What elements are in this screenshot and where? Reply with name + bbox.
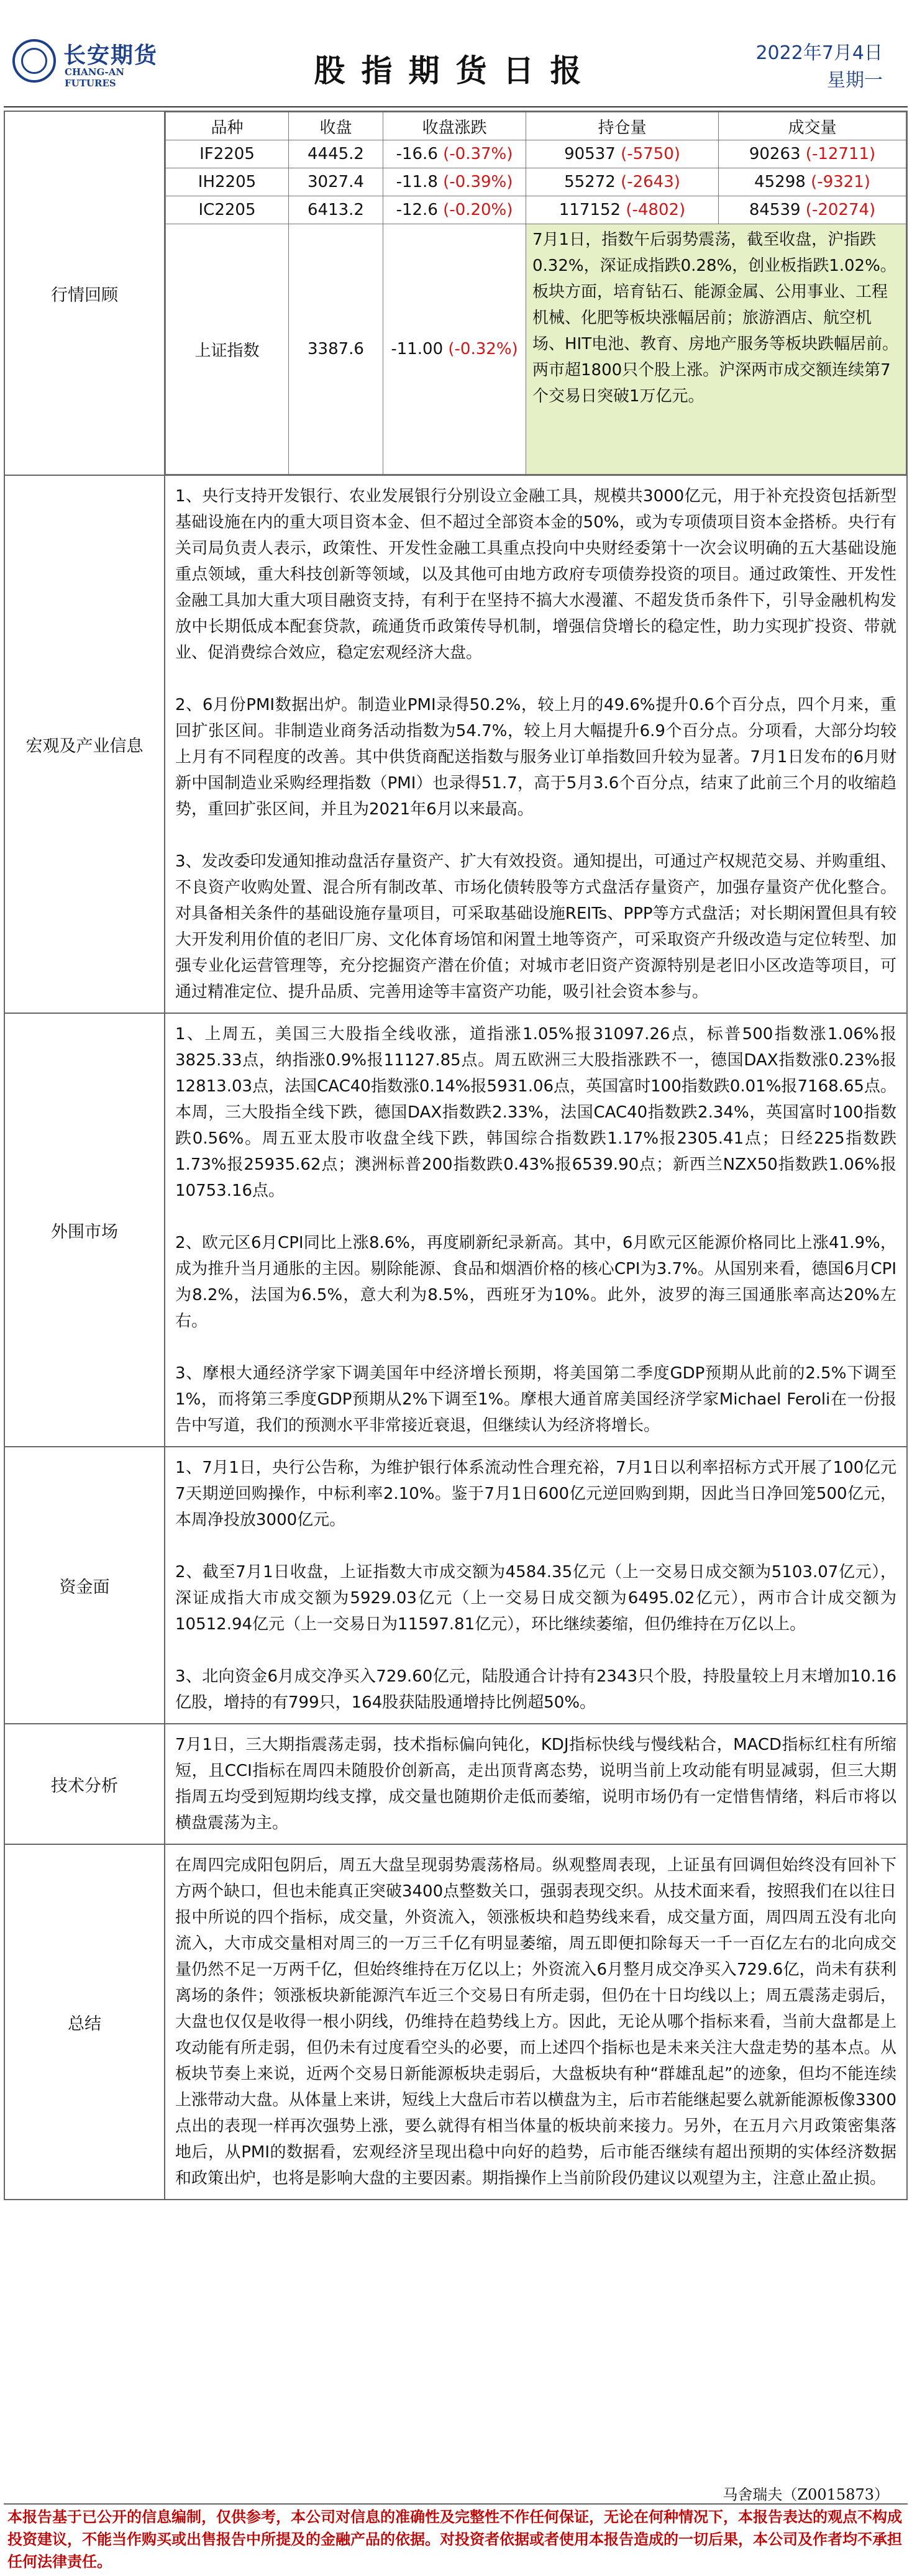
paragraph: 3、北向资金6月成交净买入729.60亿元，陆股通合计持有2343只个股，持股量较上月末增加10.16亿股，增持的有799只，164股获陆股通增持比例超50%。	[175, 1667, 896, 1712]
oi-change: (-2643)	[621, 173, 680, 191]
conclusion-row	[4, 1844, 907, 2200]
vol-value: 90263	[749, 145, 801, 163]
paragraph: 2、截至7月1日收盘，上证指数大市成交额为4584.35亿元（上一交易日成交额为5103.07亿元），深证成指大市成交额为5929.03亿元（上一交易日成交额为6495.02亿元），两市合计成交额为10512.94亿元（上一交易日为11597.81亿元），环比继续萎缩，但仍维持在万亿以上。	[175, 1563, 896, 1634]
market-table	[165, 112, 906, 475]
market-row-ih	[166, 168, 906, 196]
market-row-ic	[166, 196, 906, 224]
vol-change: (-20274)	[805, 201, 876, 219]
paragraph: 在周四完成阳包阴后，周五大盘呈现弱势震荡格局。纵观整周表现，上证虽有回调但始终没有回补下方两个缺口，但也未能真正突破3400点整数关口，强弱表现交织。从技术面来看，按照我们在以往日报中所说的四个指标，成交量，外资流入，领涨板块和趋势线来看，成交量方面，周四周五没有北向流入，大市成交量相对周三的一万三千亿有明显萎缩，周五即便扣除每天一千一百亿左右的北向成交量仍然不足一万两千亿，但始终维持在万亿以上；外资流入6月整月成交净买入729.6亿，尚未有获利离场的条件；领涨板块新能源汽车近三个交易日有所走弱，但仍在十日均线以上；周五震荡走弱后，大盘也仅仅是收得一根小阴线，仍维持在趋势线上方。因此，无论从哪个指标来看，当前大盘都是上攻动能有所走弱，但仍未有过度看空头的必要，而上述四个指标也是未来关注大盘走势的基本点。从板块节奏上来说，近两个交易日新能源板块走弱后，大盘板块有种“群雄乱起”的迹象，但均不能连续上涨带动大盘。从体量上来讲，短线上大盘后市若以横盘为主，后市若能继起要么就新能源板像3300点出的表现一样再次强势上涨，要么就得有相当体量的板块前来接力。另外，在五月六月政策密集落地后，从PMI的数据看，宏观经济呈现出稳中向好的趋势，后市能否继续有超出预期的实体经济数据和政策出炉，也将是影响大盘的主要因素。期指操作上当前阶段仍建议以观望为主，注意止盈止损。	[175, 1856, 896, 2188]
index-change-pct: (-0.32%)	[448, 340, 518, 358]
index-row	[166, 224, 906, 475]
oi-value: 90537	[564, 145, 616, 163]
change-value: -12.6	[396, 201, 438, 219]
oi-change: (-5750)	[621, 145, 680, 163]
contract-name: IH2205	[166, 168, 289, 196]
oi-value: 55272	[564, 173, 616, 191]
oi-cell	[526, 196, 719, 224]
oi-cell	[526, 140, 719, 168]
vol-change: (-9321)	[811, 173, 870, 191]
technical-content	[165, 1724, 907, 1844]
oi-value: 117152	[559, 201, 621, 219]
funds-content	[165, 1447, 907, 1724]
oi-cell	[526, 168, 719, 196]
paragraph: 3、发改委印发通知推动盘活存量资产、扩大有效投资。通知提出，可通过产权规范交易、并购重组、不良资产收购处置、混合所有制改革、市场化债转股等方式盘活存量资产，加强存量资产优化整合。对具备相关条件的基础设施存量项目，可采取基础设施REITs、PPP等方式盘活；对长期闲置但具有较大开发利用价值的老旧厂房、文化体育场馆和闲置土地等资产，可采取资产升级改造与定位转型、加强专业化运营管理等，充分挖掘资产潜在价值；对城市老旧资产资源特别是老旧小区改造等项目，可通过精准定位、提升品质、完善用途等丰富资产功能，吸引社会资本参与。	[175, 852, 896, 1001]
author-signature: 马舍瑞夫（Z0015873）	[723, 2486, 889, 2503]
vol-change: (-12711)	[805, 145, 876, 163]
change-cell	[383, 196, 526, 224]
report-title: 股指期货日报	[314, 52, 598, 89]
section-label: 资金面	[4, 1447, 165, 1724]
conclusion-content	[165, 1844, 907, 2200]
overseas-content	[165, 1013, 907, 1447]
col-header: 品种	[166, 112, 289, 140]
section-label: 行情回顾	[4, 111, 165, 475]
col-header: 收盘	[289, 112, 383, 140]
index-change: -11.00	[391, 340, 444, 358]
technical-row	[4, 1724, 907, 1844]
col-header: 持仓量	[526, 112, 719, 140]
macro-content	[165, 475, 907, 1013]
change-value: -11.8	[396, 173, 438, 191]
report-page	[4, 4, 908, 2573]
vol-cell	[719, 168, 906, 196]
weekday-text: 星期一	[827, 70, 883, 91]
oi-change: (-4802)	[626, 201, 686, 219]
col-header: 成交量	[719, 112, 906, 140]
paragraph: 1、7月1日，央行公告称，为维护银行体系流动性合理充裕，7月1日以利率招标方式开展了100亿元7天期逆回购操作，中标利率2.10%。鉴于7月1日600亿元逆回购到期，因此当日净回笼500亿元，本周净投放3000亿元。	[175, 1459, 896, 1529]
change-cell	[383, 168, 526, 196]
market-review-row	[4, 111, 907, 475]
contract-name: IF2205	[166, 140, 289, 168]
overseas-row	[4, 1013, 907, 1447]
logo-name-en: CHANG-AN FUTURES	[65, 66, 125, 89]
report-table	[4, 111, 908, 2200]
paragraph: 2、欧元区6月CPI同比上涨8.6%，再度刷新纪录新高。其中，6月欧元区能源价格同比上涨41.9%，成为推升当月通胀的主因。剔除能源、食品和烟酒价格的核心CPI为3.7%。从国别来看，德国6月CPI为8.2%，法国为6.5%，意大利为8.5%，西班牙为10%。此外，波罗的海三国通胀率高达20%左右。	[175, 1234, 896, 1331]
logo-name-cn: 长安期货	[63, 43, 158, 68]
vol-value: 45298	[754, 173, 806, 191]
close-value: 6413.2	[289, 196, 383, 224]
close-value: 3027.4	[289, 168, 383, 196]
contract-name: IC2205	[166, 196, 289, 224]
vol-cell	[719, 196, 906, 224]
index-close: 3387.6	[289, 224, 383, 475]
change-pct: (-0.39%)	[443, 173, 513, 191]
paragraph: 2、6月份PMI数据出炉。制造业PMI录得50.2%，较上月的49.6%提升0.6个百分点，四个月来，重回扩张区间。非制造业商务活动指数为54.7%，较上月大幅提升6.9个百分点。分项看，大部分均较上月有不同程度的改善。其中供货商配送指数与服务业订单指数回升较为显著。7月1日发布的6月财新中国制造业采购经理指数（PMI）也录得51.7，高于5月3.6个百分点，结束了此前三个月的收缩趋势，重回扩张区间，并且为2021年6月以来最高。	[175, 696, 896, 819]
paragraph: 1、央行支持开发银行、农业发展银行分别设立金融工具，规模共3000亿元，用于补充投资包括新型基础设施在内的重大项目资本金、但不超过全部资本金的50%，或为专项债项目资本金搭桥。央行有关司局负责人表示，政策性、开发性金融工具重点投向中央财经委第十一次会议明确的五大基础设施重点领域，重大科技创新等领域，以及其他可由地方政府专项债券投资的项目。通过政策性、开发性金融工具加大重大项目融资支持，有利于在坚持不搞大水漫灌、不超发货币条件下，引导金融机构发放中长期低成本配套贷款，疏通货币政策传导机制，增强信贷增长的稳定性，助力实现扩投资、带就业、促消费综合效应，稳定宏观经济大盘。	[175, 487, 896, 662]
paragraph: 7月1日，三大期指震荡走弱，技术指标偏向钝化，KDJ指标快线与慢线粘合，MACD指标红柱有所缩短，且CCI指标在周四未随股价创新高，走出顶背离态势，说明当前上攻动能有明显减弱，但三大期指周五均受到短期均线支撑，成交量也随期价走低而萎缩，说明市场仍有一定惜售情绪，料后市将以横盘震荡为主。	[175, 1736, 896, 1832]
report-header	[4, 4, 908, 107]
section-label: 总结	[4, 1844, 165, 2200]
market-summary: 7月1日，指数午后弱势震荡，截至收盘，沪指跌0.32%，深证成指跌0.28%，创业板指跌1.02%。板块方面，培育钻石、能源金属、公用事业、工程机械、化肥等板块涨幅居前；旅游酒店、航空机场、HIT电池、教育、房地产服务等板块跌幅居前。两市超1800只个股上涨。沪深两市成交额连续第7个交易日突破1万亿元。	[526, 224, 906, 475]
date-text: 2022年7月4日	[755, 42, 883, 64]
change-pct: (-0.20%)	[443, 201, 513, 219]
section-label: 技术分析	[4, 1724, 165, 1844]
macro-row	[4, 475, 907, 1013]
change-pct: (-0.37%)	[443, 145, 513, 163]
market-header-row	[166, 112, 906, 140]
index-name: 上证指数	[166, 224, 289, 475]
paragraph: 3、摩根大通经济学家下调美国年中经济增长预期，将美国第二季度GDP预期从此前的2.5%下调至1%，而将第三季度GDP预期从2%下调至1%。摩根大通首席美国经济学家Michael Feroli在一份报告中写道，我们的预测水平非常接近衰退，但继续认为经济将增长。	[175, 1364, 896, 1435]
disclaimer: 本报告基于已公开的信息编制，仅供参考，本公司对信息的准确性及完整性不作任何保证，无论在何种情况下，本报告表达的观点不构成投资建议，不能当作购买或出售报告中所提及的金融产品的依据。对投资者依据或者使用本报告造成的一切后果，本公司及作者均不承担任何法律责任。	[4, 2503, 908, 2573]
market-row-if	[166, 140, 906, 168]
section-label: 外围市场	[4, 1013, 165, 1447]
change-value: -16.6	[396, 145, 438, 163]
vol-cell	[719, 140, 906, 168]
change-cell	[383, 140, 526, 168]
report-date	[755, 40, 883, 94]
paragraph: 1、上周五，美国三大股指全线收涨，道指涨1.05%报31097.26点，标普500指数涨1.06%报3825.33点，纳指涨0.9%报11127.85点。周五欧洲三大股指涨跌不一，德国DAX指数涨0.23%报12813.03点，法国CAC40指数涨0.14%报5931.06点，英国富时100指数跌0.01%报7168.65点。本周，三大股指全线下跌，德国DAX指数跌2.33%，法国CAC40指数跌2.34%，英国富时100指数跌0.56%。周五亚太股市收盘全线下跌，韩国综合指数跌1.17%报2305.41点；日经225指数跌1.73%报25935.62点；澳洲标普200指数跌0.43%报6539.90点；新西兰NZX50指数跌1.06%报10753.16点。	[175, 1025, 896, 1200]
index-change-cell	[383, 224, 526, 475]
vol-value: 84539	[749, 201, 801, 219]
funds-row	[4, 1447, 907, 1724]
section-label: 宏观及产业信息	[4, 475, 165, 1013]
close-value: 4445.2	[289, 140, 383, 168]
col-header: 收盘涨跌	[383, 112, 526, 140]
